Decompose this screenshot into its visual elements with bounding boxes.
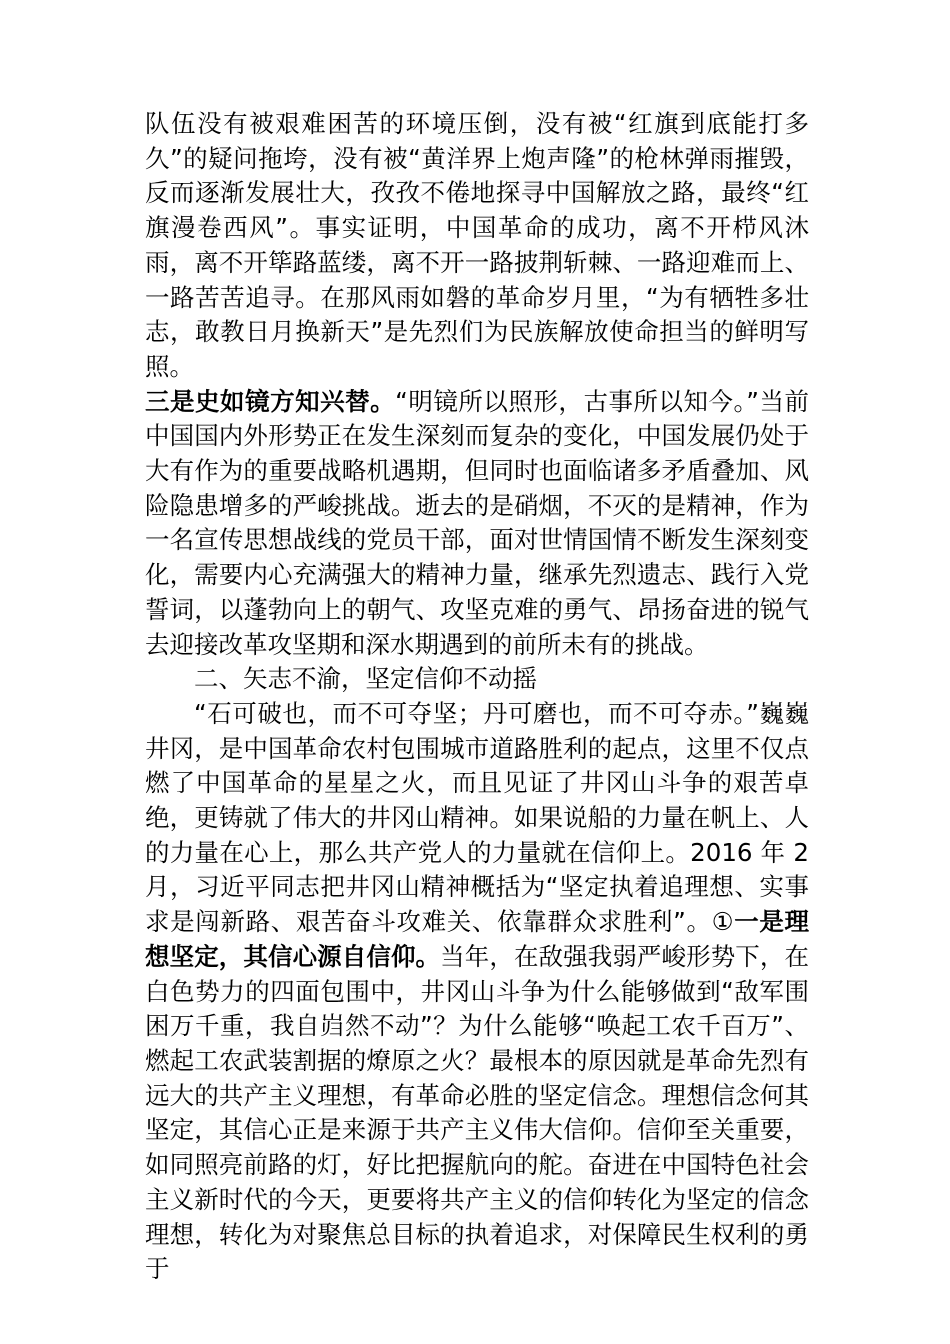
paragraph-1 bbox=[145, 107, 809, 385]
paragraph-3 bbox=[145, 697, 809, 1287]
paragraph-3-text-1: “石可破也，而不可夺坚；丹可磨也，而不可夺赤。”巍巍井冈，是中国革命农村包围城市道路胜利的起点，这里不仅点燃了中国革命的星星之火，而且见证了井冈山斗争的艰苦卓绝，更铸就了伟大的井冈山精神。如果说船的力量在帆上、人的力量在心上，那么共产党人的力量就在信仰上。2016 年 2 月，习近平同志把井冈山精神概括为“坚定执着追理想、实事求是闯新路、艰苦奋斗攻难关、依靠群众求胜利”。① bbox=[145, 698, 809, 937]
paragraph-3-lead: 一是理想坚定，其信心源自信仰。 bbox=[145, 907, 809, 971]
paragraph-3-text-2: 当年，在敌强我弱严峻形势下，在白色势力的四面包围中，井冈山斗争为什么能够做到“敌军围困万千重，我自岿然不动”？为什么能够“唤起工农千百万”、燃起工农武装割据的燎原之火？最根本的原因就是革命先烈有远大的共产主义理想，有革命必胜的坚定信念。理想信念何其坚定，其信心正是来源于共产主义伟大信仰。信仰至关重要，如同照亮前路的灯，好比把握航向的舵。奋进在中国特色社会主义新时代的今天，更要将共产主义的信仰转化为坚定的信念理想，转化为对聚焦总目标的执着追求，对保障民生权利的勇于 bbox=[145, 941, 810, 1284]
paragraph-1-text: 队伍没有被艰难困苦的环境压倒，没有被“红旗到底能打多久”的疑问拖垮，没有被“黄洋界上炮声隆”的枪林弹雨摧毁，反而逐渐发展壮大，孜孜不倦地探寻中国解放之路，最终“红旗漫卷西风”。事实证明，中国革命的成功，离不开栉风沐雨，离不开筚路蓝缕，离不开一路披荆斩棘、一路迎难而上、一路苦苦追寻。在那风雨如磐的革命岁月里，“为有牺牲多壮志，敢教日月换新天”是先烈们为民族解放使命担当的鲜明写照。 bbox=[145, 109, 809, 381]
paragraph-2-text: “明镜所以照形，古事所以知今。”当前中国国内外形势正在发生深刻而复杂的变化，中国发展仍处于大有作为的重要战略机遇期，但同时也面临诸多矛盾叠加、风险隐患增多的严峻挑战。逝去的是硝烟，不灭的是精神，作为一名宣传思想战线的党员干部，面对世情国情不断发生深刻变化，需要内心充满强大的精神力量，继承先烈遗志、践行入党誓词，以蓬勃向上的朝气、攻坚克难的勇气、昂扬奋进的锐气去迎接改革攻坚期和深水期遇到的前所未有的挑战。 bbox=[145, 386, 810, 659]
section-heading: 二、矢志不渝，坚定信仰不动摇 bbox=[194, 664, 537, 694]
paragraph-2-lead: 三是史如镜方知兴替。 bbox=[145, 386, 396, 416]
paragraph-2 bbox=[145, 385, 809, 663]
document-body bbox=[145, 107, 809, 1287]
